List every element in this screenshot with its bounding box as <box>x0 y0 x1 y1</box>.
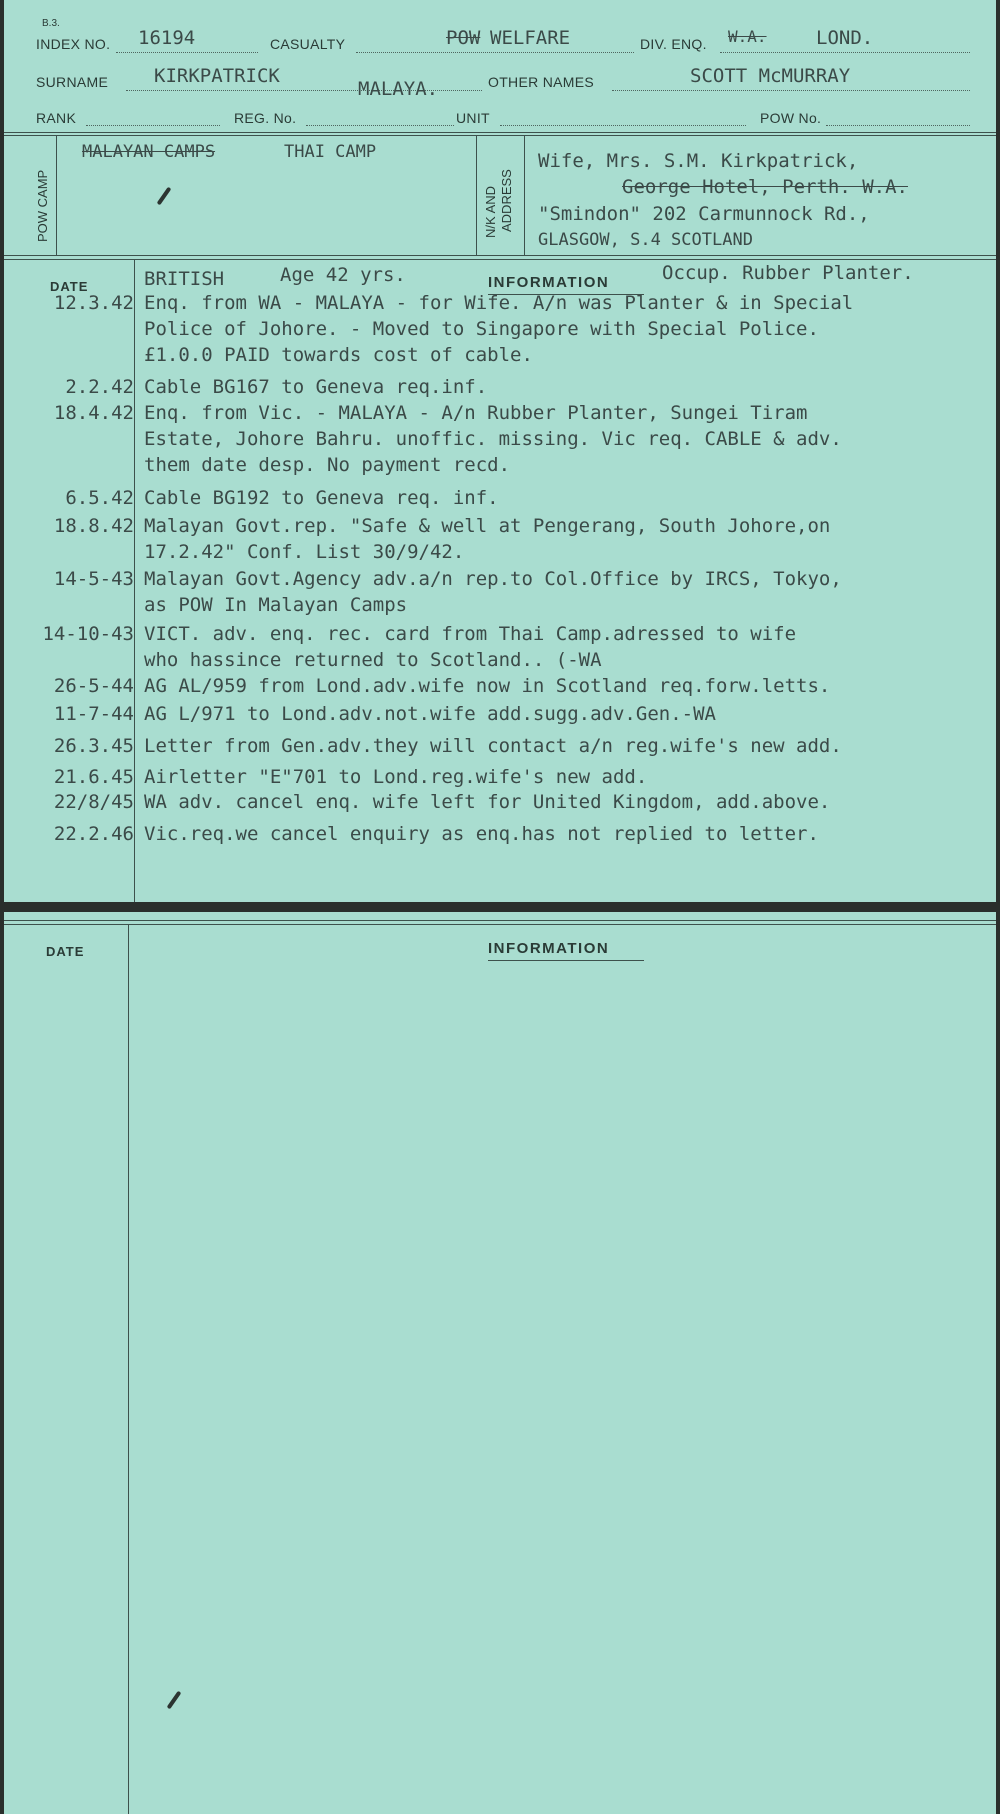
entry-text-line: Malayan Govt.rep. "Safe & well at Pengerang, South Johore,on <box>144 515 831 537</box>
age: Age 42 yrs. <box>280 264 406 286</box>
card-front <box>4 0 996 902</box>
entry-text-line: 17.2.42" Conf. List 30/9/42. <box>144 541 465 563</box>
entry-text-line: who hassince returned to Scotland.. (-WA <box>144 649 602 671</box>
nk-address-line3: "Smindon" 202 Carmunnock Rd., <box>538 203 870 225</box>
entry-date: 18.4.42 <box>53 402 134 424</box>
entry-text-line: Cable BG192 to Geneva req. inf. <box>144 487 499 509</box>
casualty-struck-value: POW <box>446 27 481 49</box>
entry-text-line: Cable BG167 to Geneva req.inf. <box>144 376 488 398</box>
camp-value: THAI CAMP <box>284 142 377 162</box>
date-header: DATE <box>50 279 89 294</box>
entry-text-line: Vic.req.we cancel enquiry as enq.has not replied to letter. <box>144 823 819 845</box>
occupation: Occup. Rubber Planter. <box>662 262 914 284</box>
nk-address-line1: Wife, Mrs. S.M. Kirkpatrick, <box>538 150 859 172</box>
entry-date: 14-10-43 <box>42 623 134 645</box>
div-enq-label: DIV. ENQ. <box>640 36 707 52</box>
entry-date: 22.2.46 <box>53 823 134 845</box>
entry-date: 2.2.42 <box>65 376 134 398</box>
index-label: INDEX NO. <box>36 36 111 52</box>
entry-date: 26-5-44 <box>53 675 134 697</box>
nk-label-line2: ADDRESS <box>499 169 514 232</box>
entry-text-line: AG L/971 to Lond.adv.not.wife add.sugg.adv.Gen.-WA <box>144 703 716 725</box>
surname-note: MALAYA. <box>358 78 439 100</box>
entry-date: 18.8.42 <box>53 515 134 537</box>
entry-text-line: Police of Johore. - Moved to Singapore with Special Police. <box>144 318 819 340</box>
entry-date: 21.6.45 <box>53 766 134 788</box>
entry-date: 22/8/45 <box>53 791 134 813</box>
information-header: INFORMATION <box>488 274 610 291</box>
pencil-mark <box>167 1691 182 1710</box>
pow-camp-label: POW CAMP <box>35 169 50 242</box>
entry-text-line: Airletter "E"701 to Lond.reg.wife's new add. <box>144 766 648 788</box>
card-back <box>4 912 996 1814</box>
entry-text-line: Enq. from Vic. - MALAYA - A/n Rubber Planter, Sungei Tiram <box>144 402 808 424</box>
entry-text-line: VICT. adv. enq. rec. card from Thai Camp.adressed to wife <box>144 623 797 645</box>
other-names-value: SCOTT McMURRAY <box>690 65 851 87</box>
entry-date: 11-7-44 <box>53 703 134 725</box>
entry-date: 12.3.42 <box>53 292 134 314</box>
nationality: BRITISH <box>144 268 225 290</box>
index-number: 16194 <box>138 27 196 49</box>
entry-text-line: Enq. from WA - MALAYA - for Wife. A/n was Planter & in Special <box>144 292 854 314</box>
entry-date: 26.3.45 <box>53 735 134 757</box>
rank-label: RANK <box>36 110 77 126</box>
surname-value: KIRKPATRICK <box>154 65 280 87</box>
camp-struck-value: MALAYAN CAMPS <box>82 142 216 162</box>
div-enq-struck-value: W.A. <box>728 27 767 46</box>
nk-address-struck-line: George Hotel, Perth. W.A. <box>622 176 908 198</box>
entry-text-line: WA adv. cancel enq. wife left for United Kingdom, add.above. <box>144 791 831 813</box>
entry-text-line: Malayan Govt.Agency adv.a/n rep.to Col.Office by IRCS, Tokyo, <box>144 568 842 590</box>
entry-text-line: £1.0.0 PAID towards cost of cable. <box>144 344 533 366</box>
entry-date: 6.5.42 <box>65 487 134 509</box>
div-enq-value: LOND. <box>816 27 874 49</box>
entry-text-line: Estate, Johore Bahru. unoffic. missing. Vic req. CABLE & adv. <box>144 428 842 450</box>
pow-no-label: POW No. <box>760 110 822 126</box>
casualty-label: CASUALTY <box>270 36 346 52</box>
unit-label: UNIT <box>456 110 490 126</box>
entry-text-line: Letter from Gen.adv.they will contact a/n reg.wife's new add. <box>144 735 842 757</box>
entry-text-line: AG AL/959 from Lond.adv.wife now in Scotland req.forw.letts. <box>144 675 831 697</box>
form-code: B.3. <box>42 18 60 29</box>
entry-date: 14-5-43 <box>53 568 134 590</box>
nk-address-line4: GLASGOW, S.4 SCOTLAND <box>538 230 753 250</box>
casualty-value: WELFARE <box>490 27 571 49</box>
nk-label-line1: N/K AND <box>483 185 498 238</box>
reg-no-label: REG. No. <box>234 110 297 126</box>
pencil-tick-mark <box>157 187 172 206</box>
back-information-header: INFORMATION <box>488 940 610 957</box>
back-date-header: DATE <box>46 944 85 959</box>
other-names-label: OTHER NAMES <box>488 74 594 90</box>
entry-text-line: as POW In Malayan Camps <box>144 594 408 616</box>
entry-text-line: them date desp. No payment recd. <box>144 454 511 476</box>
surname-label: SURNAME <box>36 74 109 90</box>
